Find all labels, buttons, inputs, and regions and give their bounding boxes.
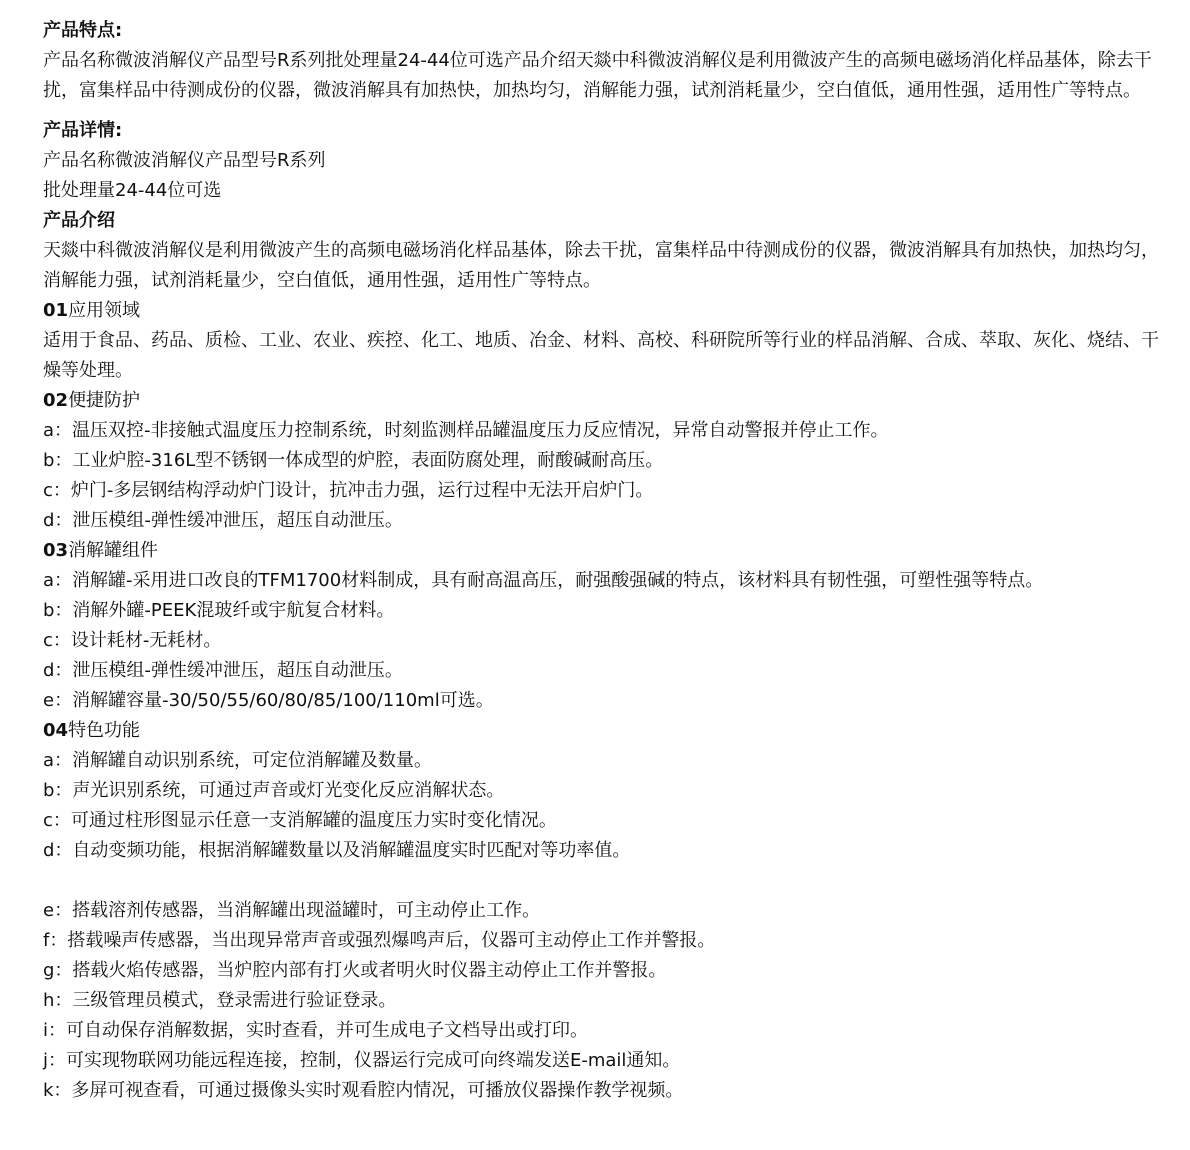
intro-heading: 产品介绍 bbox=[43, 210, 115, 231]
list-item: c：可通过柱形图显示任意一支消解罐的温度压力实时变化情况。 bbox=[43, 810, 557, 831]
section-04-number: 04 bbox=[43, 720, 69, 741]
list-item: e：消解罐容量-30/50/55/60/80/85/100/110ml可选。 bbox=[43, 690, 494, 711]
list-item: i：可自动保存消解数据，实时查看，并可生成电子文档导出或打印。 bbox=[43, 1020, 588, 1041]
features-text: 产品名称微波消解仪产品型号R系列批处理量24-44位可选产品介绍天燚中科微波消解仪是利用微波产生的高频电磁场消化样品基体，除去干扰，富集样品中待测成份的仪器，微波消解具有加热快，加热均匀，消解能力强，试剂消耗量少，空白值低，通用性强，适用性广等特点。 bbox=[43, 50, 1152, 101]
list-item: f：搭载噪声传感器，当出现异常声音或强烈爆鸣声后，仪器可主动停止工作并警报。 bbox=[43, 930, 716, 951]
list-item: h：三级管理员模式，登录需进行验证登录。 bbox=[43, 990, 397, 1011]
list-item: a：消解罐-采用进口改良的TFM1700材料制成，具有耐高温高压，耐强酸强碱的特点，该材料具有韧性强，可塑性强等特点。 bbox=[43, 570, 1044, 591]
list-item: k：多屏可视查看，可通过摄像头实时观看腔内情况，可播放仪器操作教学视频。 bbox=[43, 1080, 684, 1101]
section-01-heading bbox=[43, 296, 1170, 326]
features-heading: 产品特点: bbox=[43, 20, 123, 41]
section-03-heading bbox=[43, 536, 1170, 566]
section-01-text: 适用于食品、药品、质检、工业、农业、疾控、化工、地质、冶金、材料、高校、科研院所等行业的样品消解、合成、萃取、灰化、烧结、干燥等处理。 bbox=[43, 330, 1159, 381]
section-03-number: 03 bbox=[43, 540, 69, 561]
section-02-title: 便捷防护 bbox=[68, 390, 141, 411]
section-gap bbox=[43, 106, 1170, 116]
section-01-title: 应用领域 bbox=[68, 300, 141, 321]
list-item: a：消解罐自动识别系统，可定位消解罐及数量。 bbox=[43, 750, 433, 771]
list-item: c：炉门-多层钢结构浮动炉门设计，抗冲击力强，运行过程中无法开启炉门。 bbox=[43, 480, 654, 501]
section-03-title: 消解罐组件 bbox=[68, 540, 159, 561]
blank-line bbox=[43, 866, 1170, 896]
section-04-heading bbox=[43, 716, 1170, 746]
details-line-1: 产品名称微波消解仪产品型号R系列 bbox=[43, 150, 326, 171]
section-02-number: 02 bbox=[43, 390, 69, 411]
section-04-title: 特色功能 bbox=[68, 720, 141, 741]
list-item: j：可实现物联网功能远程连接，控制，仪器运行完成可向终端发送E-mail通知。 bbox=[43, 1050, 681, 1071]
list-item: g：搭载火焰传感器，当炉腔内部有打火或者明火时仪器主动停止工作并警报。 bbox=[43, 960, 667, 981]
intro-text: 天燚中科微波消解仪是利用微波产生的高频电磁场消化样品基体，除去干扰，富集样品中待测成份的仪器，微波消解具有加热快，加热均匀，消解能力强，试剂消耗量少，空白值低，通用性强，适用性广等特点。 bbox=[43, 240, 1159, 291]
list-item: d：泄压模组-弹性缓冲泄压，超压自动泄压。 bbox=[43, 510, 403, 531]
list-item: a：温压双控-非接触式温度压力控制系统，时刻监测样品罐温度压力反应情况，异常自动警报并停止工作。 bbox=[43, 420, 889, 441]
list-item: e：搭载溶剂传感器，当消解罐出现溢罐时，可主动停止工作。 bbox=[43, 900, 541, 921]
list-item: c：设计耗材-无耗材。 bbox=[43, 630, 222, 651]
list-item: b：消解外罐-PEEK混玻纤或宇航复合材料。 bbox=[43, 600, 395, 621]
section-02-heading bbox=[43, 386, 1170, 416]
list-item: d：泄压模组-弹性缓冲泄压，超压自动泄压。 bbox=[43, 660, 403, 681]
list-item: d：自动变频功能，根据消解罐数量以及消解罐温度实时匹配对等功率值。 bbox=[43, 840, 631, 861]
details-line-2: 批处理量24-44位可选 bbox=[43, 180, 222, 201]
list-item: b：工业炉腔-316L型不锈钢一体成型的炉腔，表面防腐处理，耐酸碱耐高压。 bbox=[43, 450, 664, 471]
details-heading: 产品详情: bbox=[43, 120, 123, 141]
section-01-number: 01 bbox=[43, 300, 69, 321]
list-item: b：声光识别系统，可通过声音或灯光变化反应消解状态。 bbox=[43, 780, 505, 801]
